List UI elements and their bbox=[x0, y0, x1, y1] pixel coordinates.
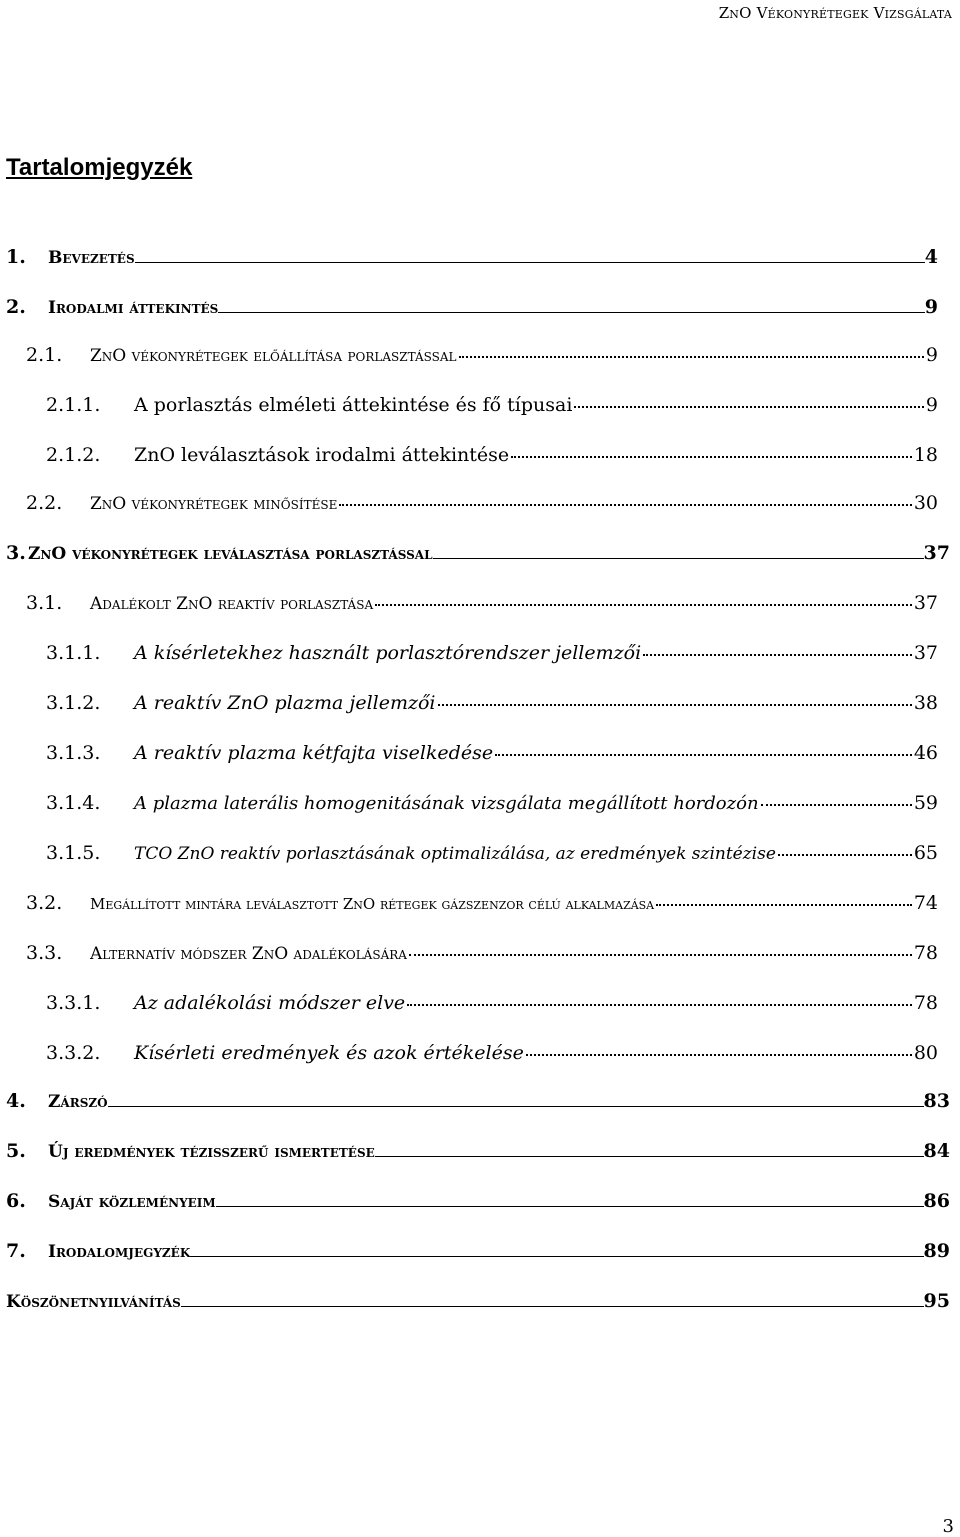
toc-leader-line bbox=[216, 1206, 924, 1207]
toc-entry-label: ZnO leválasztások irodalmi áttekintése bbox=[134, 444, 510, 466]
toc-entry-page: 9 bbox=[924, 296, 938, 318]
toc-entry-label: Új eredmények tézisszerű ismertetése bbox=[48, 1142, 375, 1162]
toc-entry-label: TCO ZnO reaktív porlasztásának optimalizálása, az eredmények szintézise bbox=[134, 844, 776, 864]
toc-entry-number: 3.2. bbox=[26, 892, 63, 914]
toc-entry-page: 46 bbox=[913, 742, 938, 764]
toc-entry-number: 7. bbox=[6, 1240, 26, 1262]
toc-entry-section[interactable] bbox=[26, 344, 938, 366]
toc-leader-line bbox=[190, 1256, 923, 1257]
toc-entry-chapter[interactable] bbox=[6, 542, 950, 564]
toc-leader-dots bbox=[409, 954, 912, 956]
toc-entry-number: 1. bbox=[6, 246, 26, 268]
toc-entry-number: 3.1.3. bbox=[46, 742, 101, 764]
toc-entry-number: 3.3.1. bbox=[46, 992, 101, 1014]
toc-entry-label: Bevezetés bbox=[48, 248, 135, 268]
toc-entry-number: 3. bbox=[6, 542, 26, 564]
toc-entry-label: ZnO vékonyrétegek minősítése bbox=[90, 494, 338, 514]
toc-entry-chapter[interactable] bbox=[6, 246, 938, 268]
toc-entry-subsection[interactable] bbox=[46, 444, 938, 466]
toc-leader-dots bbox=[339, 504, 911, 506]
toc-leader-dots bbox=[526, 1054, 912, 1056]
toc-entry-label: ZnO vékonyrétegek leválasztása porlasztással bbox=[28, 544, 433, 564]
toc-entry-subsection[interactable] bbox=[46, 1042, 938, 1064]
toc-entry-page: 89 bbox=[923, 1240, 950, 1262]
toc-entry-label: Irodalomjegyzék bbox=[48, 1242, 191, 1262]
toc-entry-subsection[interactable] bbox=[46, 742, 938, 764]
toc-entry-label: Alternatív módszer ZnO adalékolására bbox=[90, 944, 407, 964]
toc-entry-number: 3.1.5. bbox=[46, 842, 101, 864]
toc-entry-page: 83 bbox=[923, 1090, 950, 1112]
toc-entry-page: 84 bbox=[923, 1140, 950, 1162]
toc-entry-subsection[interactable] bbox=[46, 842, 938, 864]
toc-entry-page: 95 bbox=[923, 1290, 950, 1312]
toc-entry-number: 3.3. bbox=[26, 942, 63, 964]
toc-entry-page: 30 bbox=[913, 492, 938, 514]
toc-leader-line bbox=[135, 262, 925, 263]
toc-entry-number: 3.3.2. bbox=[46, 1042, 101, 1064]
toc-leader-dots bbox=[495, 754, 912, 756]
toc-leader-dots bbox=[656, 904, 912, 906]
toc-leader-dots bbox=[375, 604, 912, 606]
toc-entry-label: A reaktív plazma kétfajta viselkedése bbox=[134, 742, 494, 764]
toc-leader-dots bbox=[438, 704, 912, 706]
toc-leader-dots bbox=[643, 654, 912, 656]
toc-entry-page: 74 bbox=[913, 892, 938, 914]
toc-entry-number: 3.1. bbox=[26, 592, 63, 614]
toc-entry-label: Irodalmi áttekintés bbox=[48, 298, 219, 318]
toc-entry-number: 3.1.1. bbox=[46, 642, 101, 664]
toc-entry-number: 6. bbox=[6, 1190, 26, 1212]
toc-entry-chapter[interactable] bbox=[6, 1140, 950, 1162]
toc-leader-dots bbox=[511, 456, 912, 458]
toc-entry-page: 59 bbox=[913, 792, 938, 814]
toc-entry-page: 4 bbox=[924, 246, 938, 268]
toc-entry-number: 4. bbox=[6, 1090, 26, 1112]
toc-leader-line bbox=[375, 1156, 924, 1157]
toc-leader-dots bbox=[778, 854, 912, 856]
toc-entry-subsection[interactable] bbox=[46, 692, 938, 714]
toc-entry-page: 78 bbox=[913, 992, 938, 1014]
toc-entry-subsection[interactable] bbox=[46, 394, 938, 416]
toc-entry-label: A reaktív ZnO plazma jellemzői bbox=[134, 692, 436, 714]
toc-entry-section[interactable] bbox=[26, 942, 938, 964]
toc-entry-label: A porlasztás elméleti áttekintése és fő típusai bbox=[134, 394, 573, 416]
toc-entry-number: 2.2. bbox=[26, 492, 63, 514]
toc-leader-line bbox=[181, 1306, 924, 1307]
toc-leader-dots bbox=[407, 1004, 912, 1006]
toc-entry-number: 3.1.4. bbox=[46, 792, 101, 814]
toc-entry-page: 65 bbox=[913, 842, 938, 864]
toc-entry-page: 9 bbox=[925, 394, 938, 416]
toc-entry-number: 2.1.2. bbox=[46, 444, 101, 466]
toc-entry-number: 5. bbox=[6, 1140, 26, 1162]
toc-title: Tartalomjegyzék bbox=[6, 154, 193, 181]
page-number: 3 bbox=[942, 1516, 954, 1537]
toc-entry-label: Kísérleti eredmények és azok értékelése bbox=[134, 1042, 524, 1064]
toc-entry-label: Köszönetnyilvánítás bbox=[6, 1292, 181, 1312]
toc-leader-dots bbox=[761, 804, 912, 806]
toc-leader-dots bbox=[574, 406, 923, 408]
toc-entry-page: 37 bbox=[923, 542, 950, 564]
toc-entry-label: A kísérletekhez használt porlasztórendszer jellemzői bbox=[134, 642, 642, 664]
toc-entry-number: 2.1. bbox=[26, 344, 63, 366]
toc-entry-label: Adalékolt ZnO reaktív porlasztása bbox=[90, 594, 374, 614]
toc-entry-page: 80 bbox=[913, 1042, 938, 1064]
toc-entry-chapter[interactable] bbox=[6, 1290, 950, 1312]
toc-leader-line bbox=[218, 312, 924, 313]
toc-leader-line bbox=[108, 1106, 924, 1107]
toc-entry-label: Megállított mintára leválasztott ZnO rétegek gázszenzor célú alkalmazása bbox=[90, 895, 655, 913]
toc-entry-section[interactable] bbox=[26, 592, 938, 614]
toc-entry-section[interactable] bbox=[26, 892, 938, 914]
toc-entry-label: ZnO vékonyrétegek előállítása porlasztással bbox=[90, 346, 457, 366]
toc-entry-page: 78 bbox=[913, 942, 938, 964]
toc-entry-number: 2.1.1. bbox=[46, 394, 101, 416]
toc-entry-number: 2. bbox=[6, 296, 26, 318]
toc-entry-label: A plazma laterális homogenitásának vizsgálata megállított hordozón bbox=[134, 793, 759, 814]
toc-entry-page: 18 bbox=[913, 444, 938, 466]
toc-leader-line bbox=[433, 558, 924, 559]
toc-entry-chapter[interactable] bbox=[6, 1090, 950, 1112]
toc-entry-subsection[interactable] bbox=[46, 642, 938, 664]
toc-entry-label: Saját közleményeim bbox=[48, 1192, 216, 1212]
toc-entry-page: 9 bbox=[925, 344, 938, 366]
toc-entry-chapter[interactable] bbox=[6, 1240, 950, 1262]
toc-entry-chapter[interactable] bbox=[6, 296, 938, 318]
toc-entry-page: 37 bbox=[913, 592, 938, 614]
toc-entry-chapter[interactable] bbox=[6, 1190, 950, 1212]
toc-entry-section[interactable] bbox=[26, 492, 938, 514]
toc-entry-page: 86 bbox=[923, 1190, 950, 1212]
toc-entry-subsection[interactable] bbox=[46, 792, 938, 814]
running-header: ZnO Vékonyrétegek Vizsgálata bbox=[718, 4, 952, 22]
toc-entry-label: Az adalékolási módszer elve bbox=[134, 992, 406, 1014]
toc-entry-label: Zárszó bbox=[48, 1092, 108, 1112]
toc-entry-number: 3.1.2. bbox=[46, 692, 101, 714]
toc-leader-dots bbox=[459, 356, 924, 358]
toc-entry-page: 38 bbox=[913, 692, 938, 714]
toc-entry-page: 37 bbox=[913, 642, 938, 664]
toc-entry-subsection[interactable] bbox=[46, 992, 938, 1014]
